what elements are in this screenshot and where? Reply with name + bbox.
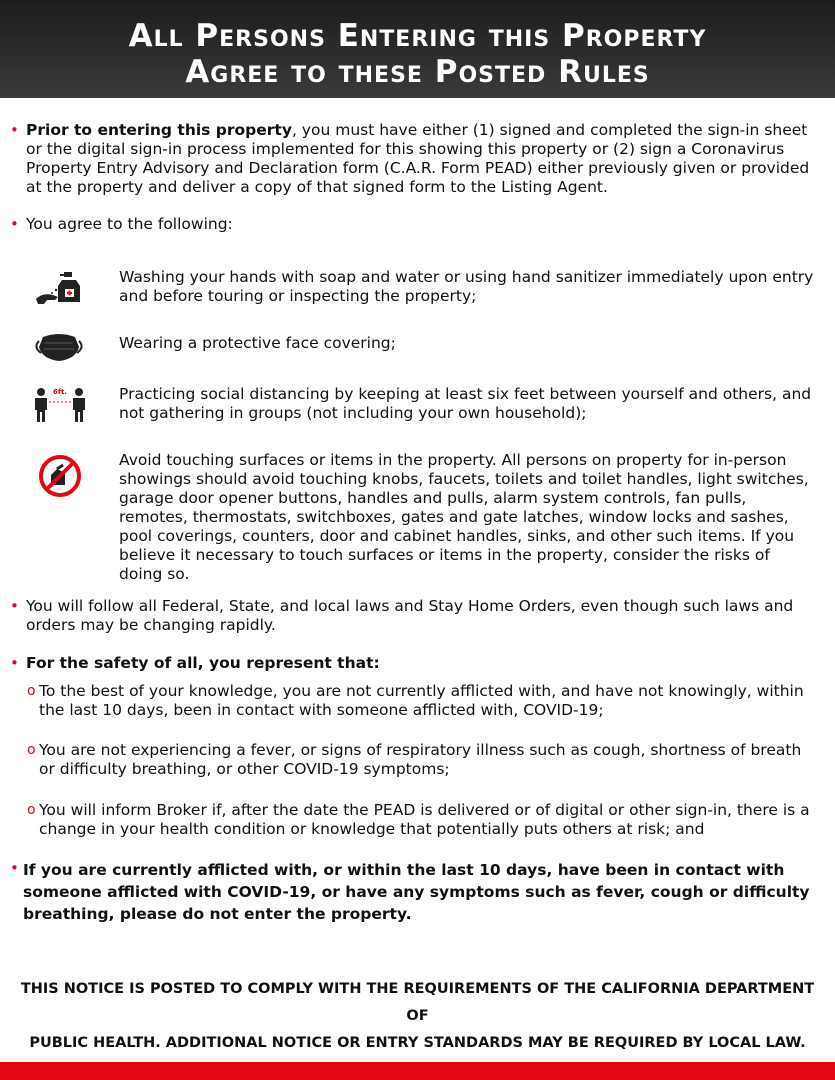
notice-line-2: PUBLIC HEALTH. ADDITIONAL NOTICE OR ENTRY STANDARDS MAY BE REQUIRED BY LOCAL LAW. bbox=[29, 1035, 806, 1051]
representation-text: You are not experiencing a fever, or signs of respiratory illness such as cough, shortness of breath or difficulty breathing, or other COVID-19 symptoms; bbox=[39, 741, 802, 778]
representation-text: To the best of your knowledge, you are not currently afflicted with, and have not knowingly, within the last 10 days, been in contact with someone afflicted with, COVID-19; bbox=[39, 682, 804, 719]
footer-red-bar bbox=[0, 1062, 835, 1080]
bullet-prior-entry bbox=[10, 121, 828, 197]
prior-entry-text: , you must have either (1) signed and completed the sign-in sheet or the digital sign-in process implemented for this showing this property or (2) sign a Coronavirus Property Entry Advisory and Declaration form (C.A.R. Form PEAD) either previously given or provided at the property and deliver a copy of that signed form to the Listing Agent. bbox=[26, 121, 810, 196]
representation-text: You will inform Broker if, after the date the PEAD is delivered or of digital or other sign-in, there is a change in your health condition or knowledge that potentially puts others at risk; and bbox=[39, 801, 810, 838]
notice-line-1: THIS NOTICE IS POSTED TO COMPLY WITH THE REQUIREMENTS OF THE CALIFORNIA DEPARTMENT OF bbox=[20, 981, 815, 1024]
agreement-face-covering: Wearing a protective face covering; bbox=[119, 334, 396, 352]
do-not-enter-text: If you are currently afflicted with, or within the last 10 days, have been in contact with someone afflicted with COVID-19, or have any symptoms such as fever, cough or difficulty breathing, please do not enter the property. bbox=[23, 861, 810, 923]
agreement-hand-washing: Washing your hands with soap and water or using hand sanitizer immediately upon entry and before touring or inspecting the property; bbox=[119, 268, 814, 305]
bullet-dot: • bbox=[10, 654, 19, 672]
header-line-1: All Persons Entering this Property bbox=[128, 18, 707, 54]
bullet-laws bbox=[10, 597, 828, 635]
bullet-agree bbox=[10, 215, 828, 234]
face-mask-icon bbox=[33, 331, 85, 363]
header-line-2: Agree to these Posted Rules bbox=[185, 54, 650, 90]
prior-entry-bold: Prior to entering this property bbox=[26, 121, 292, 139]
agreement-social-distancing: Practicing social distancing by keeping at least six feet between yourself and others, and not gathering in groups (not including your own household); bbox=[119, 385, 812, 422]
agreement-avoid-touching: Avoid touching surfaces or items in the property. All persons on property for in-person showings should avoid touching knobs, faucets, toilets and toilet handles, light switches, garage door opener buttons, handles and pulls, alarm system controls, fan pulls, remotes, thermostats, switchboxes, gates and gate latches, window locks and sashes, pool coverings, counters, door and cabinet handles, sinks, and other such items. If you believe it necessary to touch surfaces or items in the property, consider the risks of doing so. bbox=[119, 451, 809, 583]
representation-inform-broker bbox=[27, 801, 822, 839]
bullet-dot: • bbox=[10, 859, 19, 877]
no-touch-icon bbox=[37, 453, 83, 499]
sub-marker: o bbox=[27, 742, 36, 758]
social-distance-icon bbox=[32, 384, 88, 424]
compliance-notice bbox=[20, 976, 815, 1057]
represent-text: For the safety of all, you represent that: bbox=[26, 654, 380, 672]
agree-text: You agree to the following: bbox=[26, 215, 233, 233]
bullet-dot: • bbox=[10, 597, 19, 615]
representation-symptoms bbox=[27, 741, 822, 779]
distance-label: 6ft. bbox=[53, 388, 67, 396]
bullet-dot: • bbox=[10, 215, 19, 233]
representation-knowledge bbox=[27, 682, 822, 720]
bullet-dot: • bbox=[10, 121, 19, 139]
laws-text: You will follow all Federal, State, and local laws and Stay Home Orders, even though such laws and orders may be changing rapidly. bbox=[26, 597, 794, 634]
bullet-represent bbox=[10, 654, 828, 673]
sub-marker: o bbox=[27, 802, 36, 818]
sub-marker: o bbox=[27, 683, 36, 699]
page-header bbox=[0, 0, 835, 98]
hand-sanitizer-icon bbox=[34, 268, 88, 308]
bullet-do-not-enter bbox=[10, 859, 810, 925]
